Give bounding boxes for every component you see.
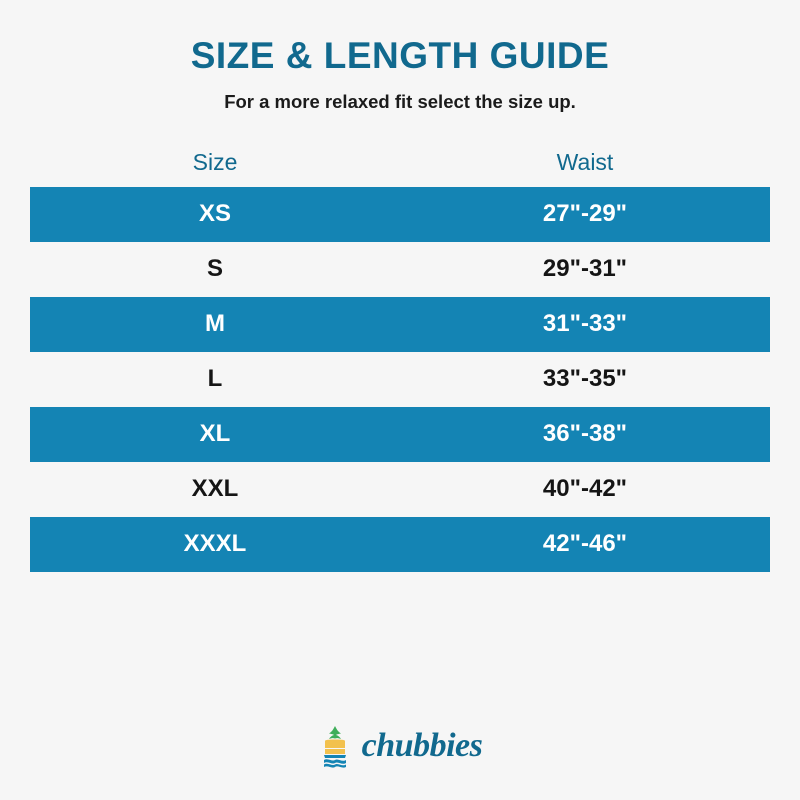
cell-waist: 42"-46" [542, 530, 628, 558]
cell-waist: 31"-33" [542, 310, 628, 338]
table-row [30, 242, 770, 297]
table-row [30, 297, 770, 352]
column-header-waist: Waist [556, 149, 614, 176]
cell-size: L [207, 365, 223, 393]
cell-size: M [205, 310, 225, 338]
cell-size: XXXL [183, 530, 247, 558]
table-row [30, 462, 770, 517]
column-header-size: Size [192, 149, 238, 176]
table-row [30, 517, 770, 572]
cell-waist: 27"-29" [542, 200, 628, 228]
cell-size: XXL [191, 475, 239, 503]
page-title: SIZE & LENGTH GUIDE [190, 35, 610, 76]
table-row [30, 407, 770, 462]
table-row [30, 187, 770, 242]
cell-waist: 29"-31" [542, 255, 628, 283]
cell-size: S [206, 255, 223, 283]
size-chart-table [30, 139, 770, 572]
cell-waist: 40"-42" [542, 475, 628, 503]
brand-footer [0, 724, 800, 768]
cell-size: XS [198, 200, 231, 228]
cell-size: XL [199, 420, 231, 448]
pineapple-icon [318, 724, 352, 768]
table-row [30, 352, 770, 407]
cell-waist: 33"-35" [542, 365, 628, 393]
page-subtitle: For a more relaxed fit select the size up. [224, 90, 576, 112]
table-header-row [30, 139, 770, 187]
cell-waist: 36"-38" [542, 420, 628, 448]
brand-name: chubbies [361, 727, 483, 764]
